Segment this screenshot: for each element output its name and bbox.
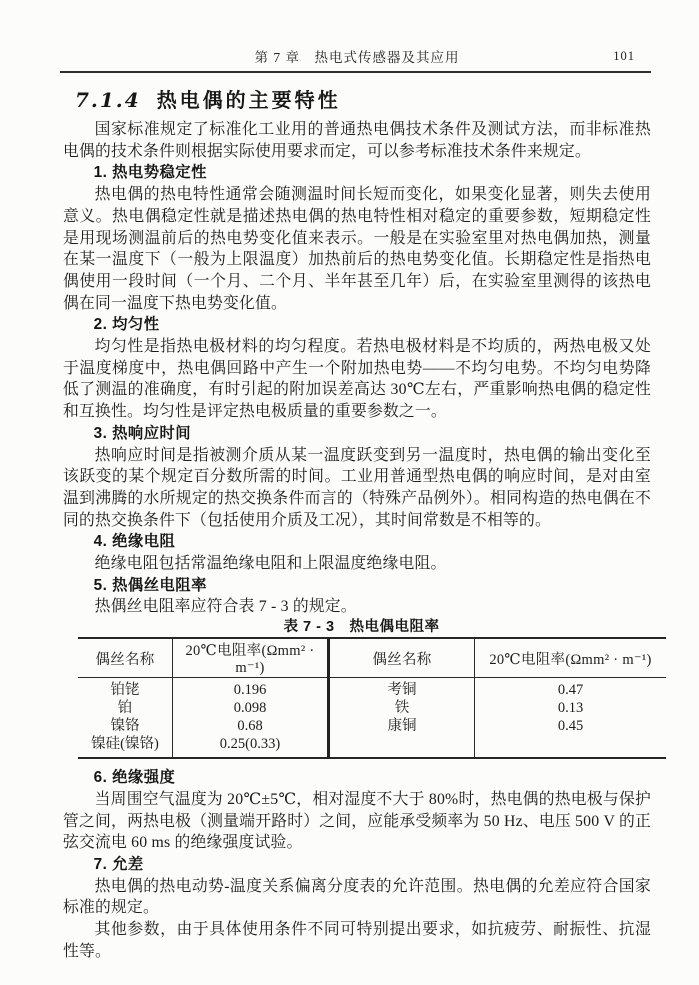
cell-resistivity: 0.098 [173,699,329,717]
cell-wire-name: 铁 [329,699,475,717]
section-title-text: 热电偶的主要特性 [156,90,341,112]
cell-resistivity: 0.45 [557,718,584,735]
paragraph-closing: 其他参数，由于具体使用条件不同可特别提出要求，如抗疲劳、耐振性、抗湿性等。 [63,921,651,960]
paragraph-1: 热电偶的热电特性通常会随测温时间长短而变化，如果变化显著，则失去使用意义。热电偶稳定性就是描述热电偶的热电特性相对稳定的重要参数，短期稳定性是用现场测温前后的热电势变化值来表示。一般是在实验室里对热电偶加热，测量在某一温度下（一般为上限温度）加热前后的热电势变化值。长期稳定性是指热电偶使用一段时间（一个月、二个月、半年甚至几年）后，在实验室里测得的该热电偶在同一温度下热电势变化值。 [63,186,651,312]
cell-wire-name: 镍铬 [78,717,173,735]
table-header-row [78,638,666,678]
col-header-wire-name-right: 偶丝名称 [329,638,475,678]
table-row [78,678,666,700]
page-number: 101 [613,49,635,63]
paragraph-6: 当周围空气温度为 20℃±5℃，相对湿度不大于 80%时，热电偶的热电极与保护管之间，两热电极（测量端开路时）之间，应能承受频率为 50 Hz、电压 500 V 的正弦交流电 60 ms 的绝缘强度试验。 [63,790,651,852]
cell-resistivity: 0.47 [557,682,584,699]
resistivity-table [78,637,666,759]
table-row [78,735,666,758]
table-caption: 表 7 - 3 热电偶电阻率 [283,619,440,636]
cell-resistivity: 0.196 [173,678,329,700]
cell-wire-name: 考铜 [329,678,475,700]
subheading-1: 1. 热电势稳定性 [93,164,207,182]
cell-wire-name [329,735,475,758]
cell-resistivity: 0.68 [173,717,329,735]
col-header-wire-name-left: 偶丝名称 [78,638,173,678]
cell-wire-name: 铂铑 [78,678,173,700]
paragraph-7: 热电偶的热电动势-温度关系偏离分度表的允许范围。热电偶的允差应符合国家标准的规定。 [63,877,651,917]
subheading-4: 4. 绝缘电阻 [93,533,176,551]
section-number: 7.1.4 [75,88,141,112]
paragraph-3: 热响应时间是指被测介质从某一温度跃变到另一温度时，热电偶的输出变化至该跃变的某个规定百分数所需的时间。工业用普通型热电偶的响应时间，是对由室温到沸腾的水所规定的热交换条件而言的（特殊产品例外）。相同构造的热电偶在不同的热交换条件下（包括使用介质及工况），其时间常数是不相等的。 [63,446,651,529]
table-row [78,699,666,717]
subheading-3: 3. 热响应时间 [93,424,192,442]
paragraph-intro: 国家标准规定了标准化工业用的普通热电偶技术条件及测试方法，而非标准热电偶的技术条件则根据实际使用要求而定，可以参考标准技术条件来规定。 [63,121,651,160]
header-rule [60,71,651,73]
cell-resistivity: 0.25(0.33) [173,735,329,758]
paragraph-2: 均匀性是指热电极材料的均匀程度。若热电极材料是不均质的，两热电极又处于温度梯度中，热电偶回路中产生一个附加热电势——不均匀电势。不均匀电势降低了测温的准确度，有时引起的附加误差高达 30℃左右，严重影响热电偶的稳定性和互换性。均匀性是评定热电极质量的重要参数之一。 [63,338,651,421]
subheading-2: 2. 均匀性 [93,316,160,334]
table-row [78,717,666,735]
cell-resistivity [475,735,667,758]
chapter-title: 第 7 章 热电式传感器及其应用 [254,50,460,65]
subheading-7: 7. 允差 [93,855,144,873]
col-header-resistivity-right: 20℃电阻率(Ωmm² · m⁻¹) [475,638,667,678]
running-header [63,46,651,66]
subheading-5: 5. 热偶丝电阻率 [93,576,207,594]
cell-resistivity: 0.13 [557,700,584,717]
subheading-6: 6. 绝缘强度 [93,769,176,787]
paragraph-5: 热偶丝电阻率应符合表 7 - 3 的规定。 [94,598,357,616]
col-header-resistivity-left: 20℃电阻率(Ωmm² · m⁻¹) [173,638,329,678]
page-content [63,88,651,963]
cell-wire-name: 铂 [78,699,173,717]
cell-wire-name: 康铜 [329,717,475,735]
section-heading [63,88,651,113]
cell-wire-name: 镍硅(镍铬) [78,735,173,758]
paragraph-4: 绝缘电阻包括常温绝缘电阻和上限温度绝缘电阻。 [94,555,447,573]
